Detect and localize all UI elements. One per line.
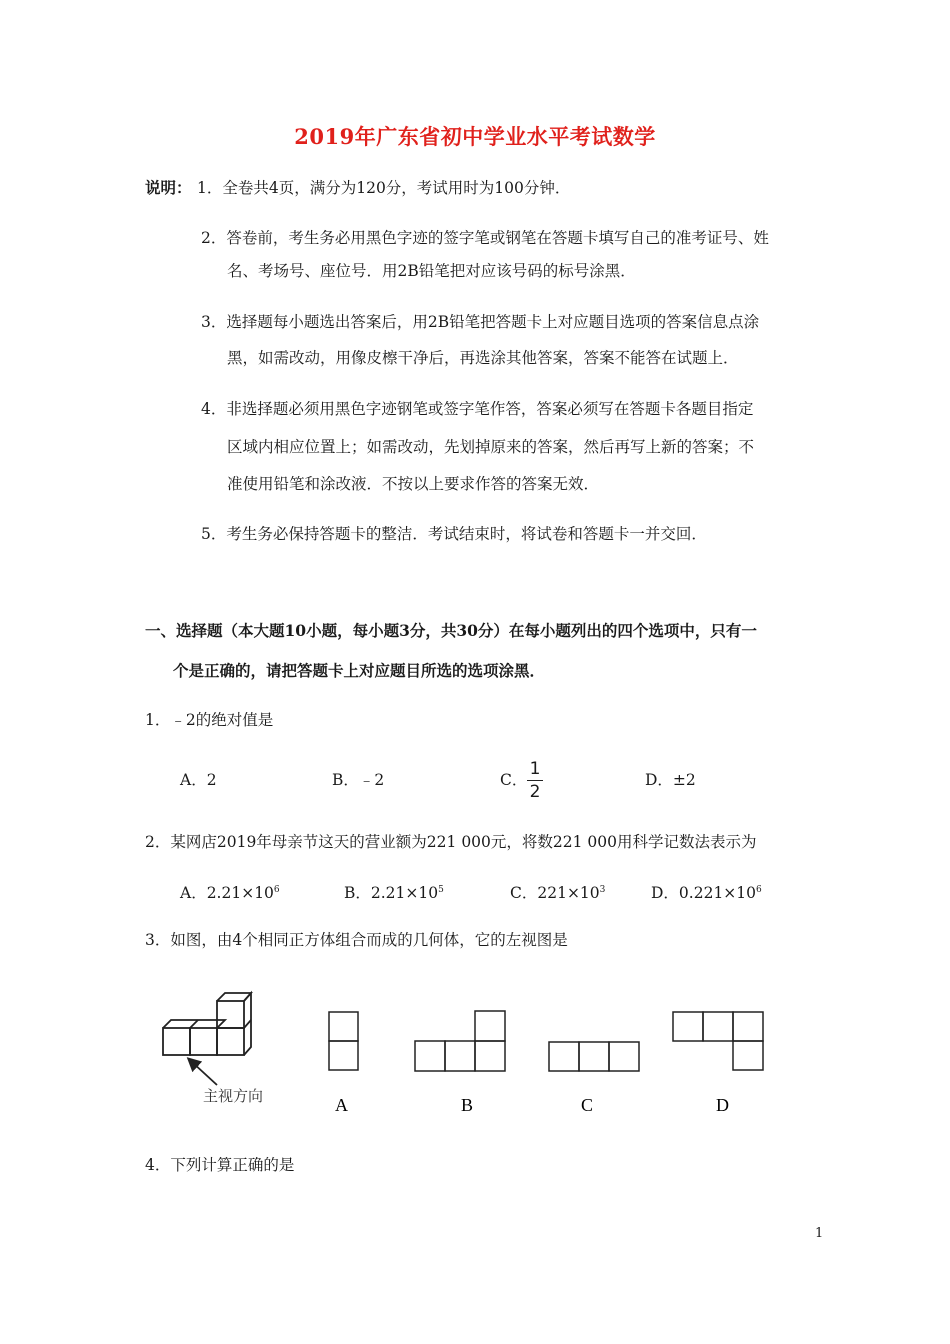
q1-option-a: A．2	[180, 771, 217, 789]
option-b-view	[415, 1011, 505, 1071]
view-square	[475, 1011, 505, 1041]
q2-a-exponent: 6	[273, 885, 280, 895]
q2-option-a	[180, 879, 280, 904]
view-square	[415, 1041, 445, 1071]
cube-edge	[244, 1020, 251, 1028]
view-square	[703, 1012, 733, 1041]
section-1-heading: 一、选择题（本大题10小题，每小题3分，共30分）在每小题列出的四个选项中，只有一	[145, 621, 757, 640]
note-4-line-3: 准使用铅笔和涂改液．不按以上要求作答的答案无效．	[227, 475, 600, 493]
q1-option-c-label: C．	[500, 771, 528, 789]
view-square	[445, 1041, 475, 1071]
option-label-d: D	[716, 1095, 729, 1115]
cube-face	[190, 1028, 217, 1055]
q2-b-exponent: 5	[438, 885, 444, 895]
notes-label: 说明：	[145, 178, 192, 197]
q2-option-d	[651, 879, 762, 904]
note-3-line-1: 3．选择题每小题选出答案后，用2B铅笔把答题卡上对应题目选项的答案信息点涂	[201, 313, 760, 331]
view-square	[475, 1041, 505, 1071]
q2-option-c	[510, 879, 605, 904]
q2-b-base: B．2.21×10	[344, 884, 439, 902]
q3-figures	[145, 985, 785, 1120]
view-square	[549, 1042, 579, 1071]
q2-d-exponent: 6	[756, 885, 762, 895]
q2-c-base: C．221×10	[510, 884, 600, 902]
view-direction-arrow	[192, 1062, 217, 1085]
option-d-view	[673, 1012, 763, 1070]
view-square	[609, 1042, 639, 1071]
q1-option-d: D．±2	[645, 771, 696, 789]
note-5: 5．考生务必保持答题卡的整洁．考试结束时，将试卷和答题卡一并交回．	[201, 525, 707, 543]
note-3-line-2: 黑，如需改动，用像皮檫干净后，再选涂其他答案，答案不能答在试题上．	[227, 349, 739, 367]
note-4-line-2: 区域内相应位置上；如需改动，先划掉原来的答案，然后再写上新的答案；不	[227, 438, 755, 456]
view-square	[733, 1012, 763, 1041]
section-1-heading-cont: 个是正确的，请把答题卡上对应题目所选的选项涂黑．	[173, 661, 546, 680]
view-square	[329, 1041, 358, 1070]
q1-option-b: B．﹣2	[332, 771, 385, 789]
option-a-view	[329, 1012, 358, 1070]
page-number: 1	[815, 1226, 824, 1241]
q1-option-c-fraction	[527, 759, 543, 802]
option-label-c: C	[581, 1095, 594, 1115]
cube-face	[163, 1028, 190, 1055]
view-square	[733, 1041, 763, 1070]
q2-a-base: A．2.21×10	[180, 884, 274, 902]
note-2-line-2: 名、考场号、座位号．用2B铅笔把对应该号码的标号涂黑．	[227, 262, 636, 280]
exam-title: 2019年广东省初中学业水平考试数学	[294, 124, 656, 149]
note-4-line-1: 4．非选择题必须用黑色字迹钢笔或签字笔作答，答案必须写在答题卡各题目指定	[201, 400, 754, 418]
option-label-a: A	[335, 1095, 348, 1115]
question-4-stem: 4．下列计算正确的是	[145, 1156, 295, 1174]
note-2-line-1: 2．答卷前，考生务必用黑色字迹的签字笔或钢笔在答题卡填写自己的准考证号、姓	[201, 229, 769, 247]
fraction-numerator: 1	[529, 759, 541, 779]
view-square	[329, 1012, 358, 1041]
direction-label: 主视方向	[203, 1087, 264, 1105]
cube-face	[217, 1028, 244, 1055]
view-square	[579, 1042, 609, 1071]
cube-edge	[190, 1020, 198, 1028]
view-square	[673, 1012, 703, 1041]
fraction-bar	[527, 780, 543, 781]
question-1-stem: 1．﹣2的绝对值是	[145, 711, 274, 729]
question-2-stem: 2．某网店2019年母亲节这天的营业额为221 000元，将数221 000用科学记数法表示为	[145, 833, 757, 851]
q2-c-exponent: 3	[599, 885, 606, 895]
option-c-view	[549, 1042, 639, 1071]
note-1: 1．全卷共4页，满分为120分，考试用时为100分钟．	[197, 179, 571, 197]
question-3-stem: 3．如图，由4个相同正方体组合而成的几何体，它的左视图是	[145, 931, 568, 949]
q2-d-base: D．0.221×10	[651, 884, 757, 902]
fraction-denominator: 2	[529, 782, 541, 802]
option-label-b: B	[461, 1095, 474, 1115]
solid-figure	[163, 993, 251, 1085]
q2-option-b	[344, 879, 444, 904]
